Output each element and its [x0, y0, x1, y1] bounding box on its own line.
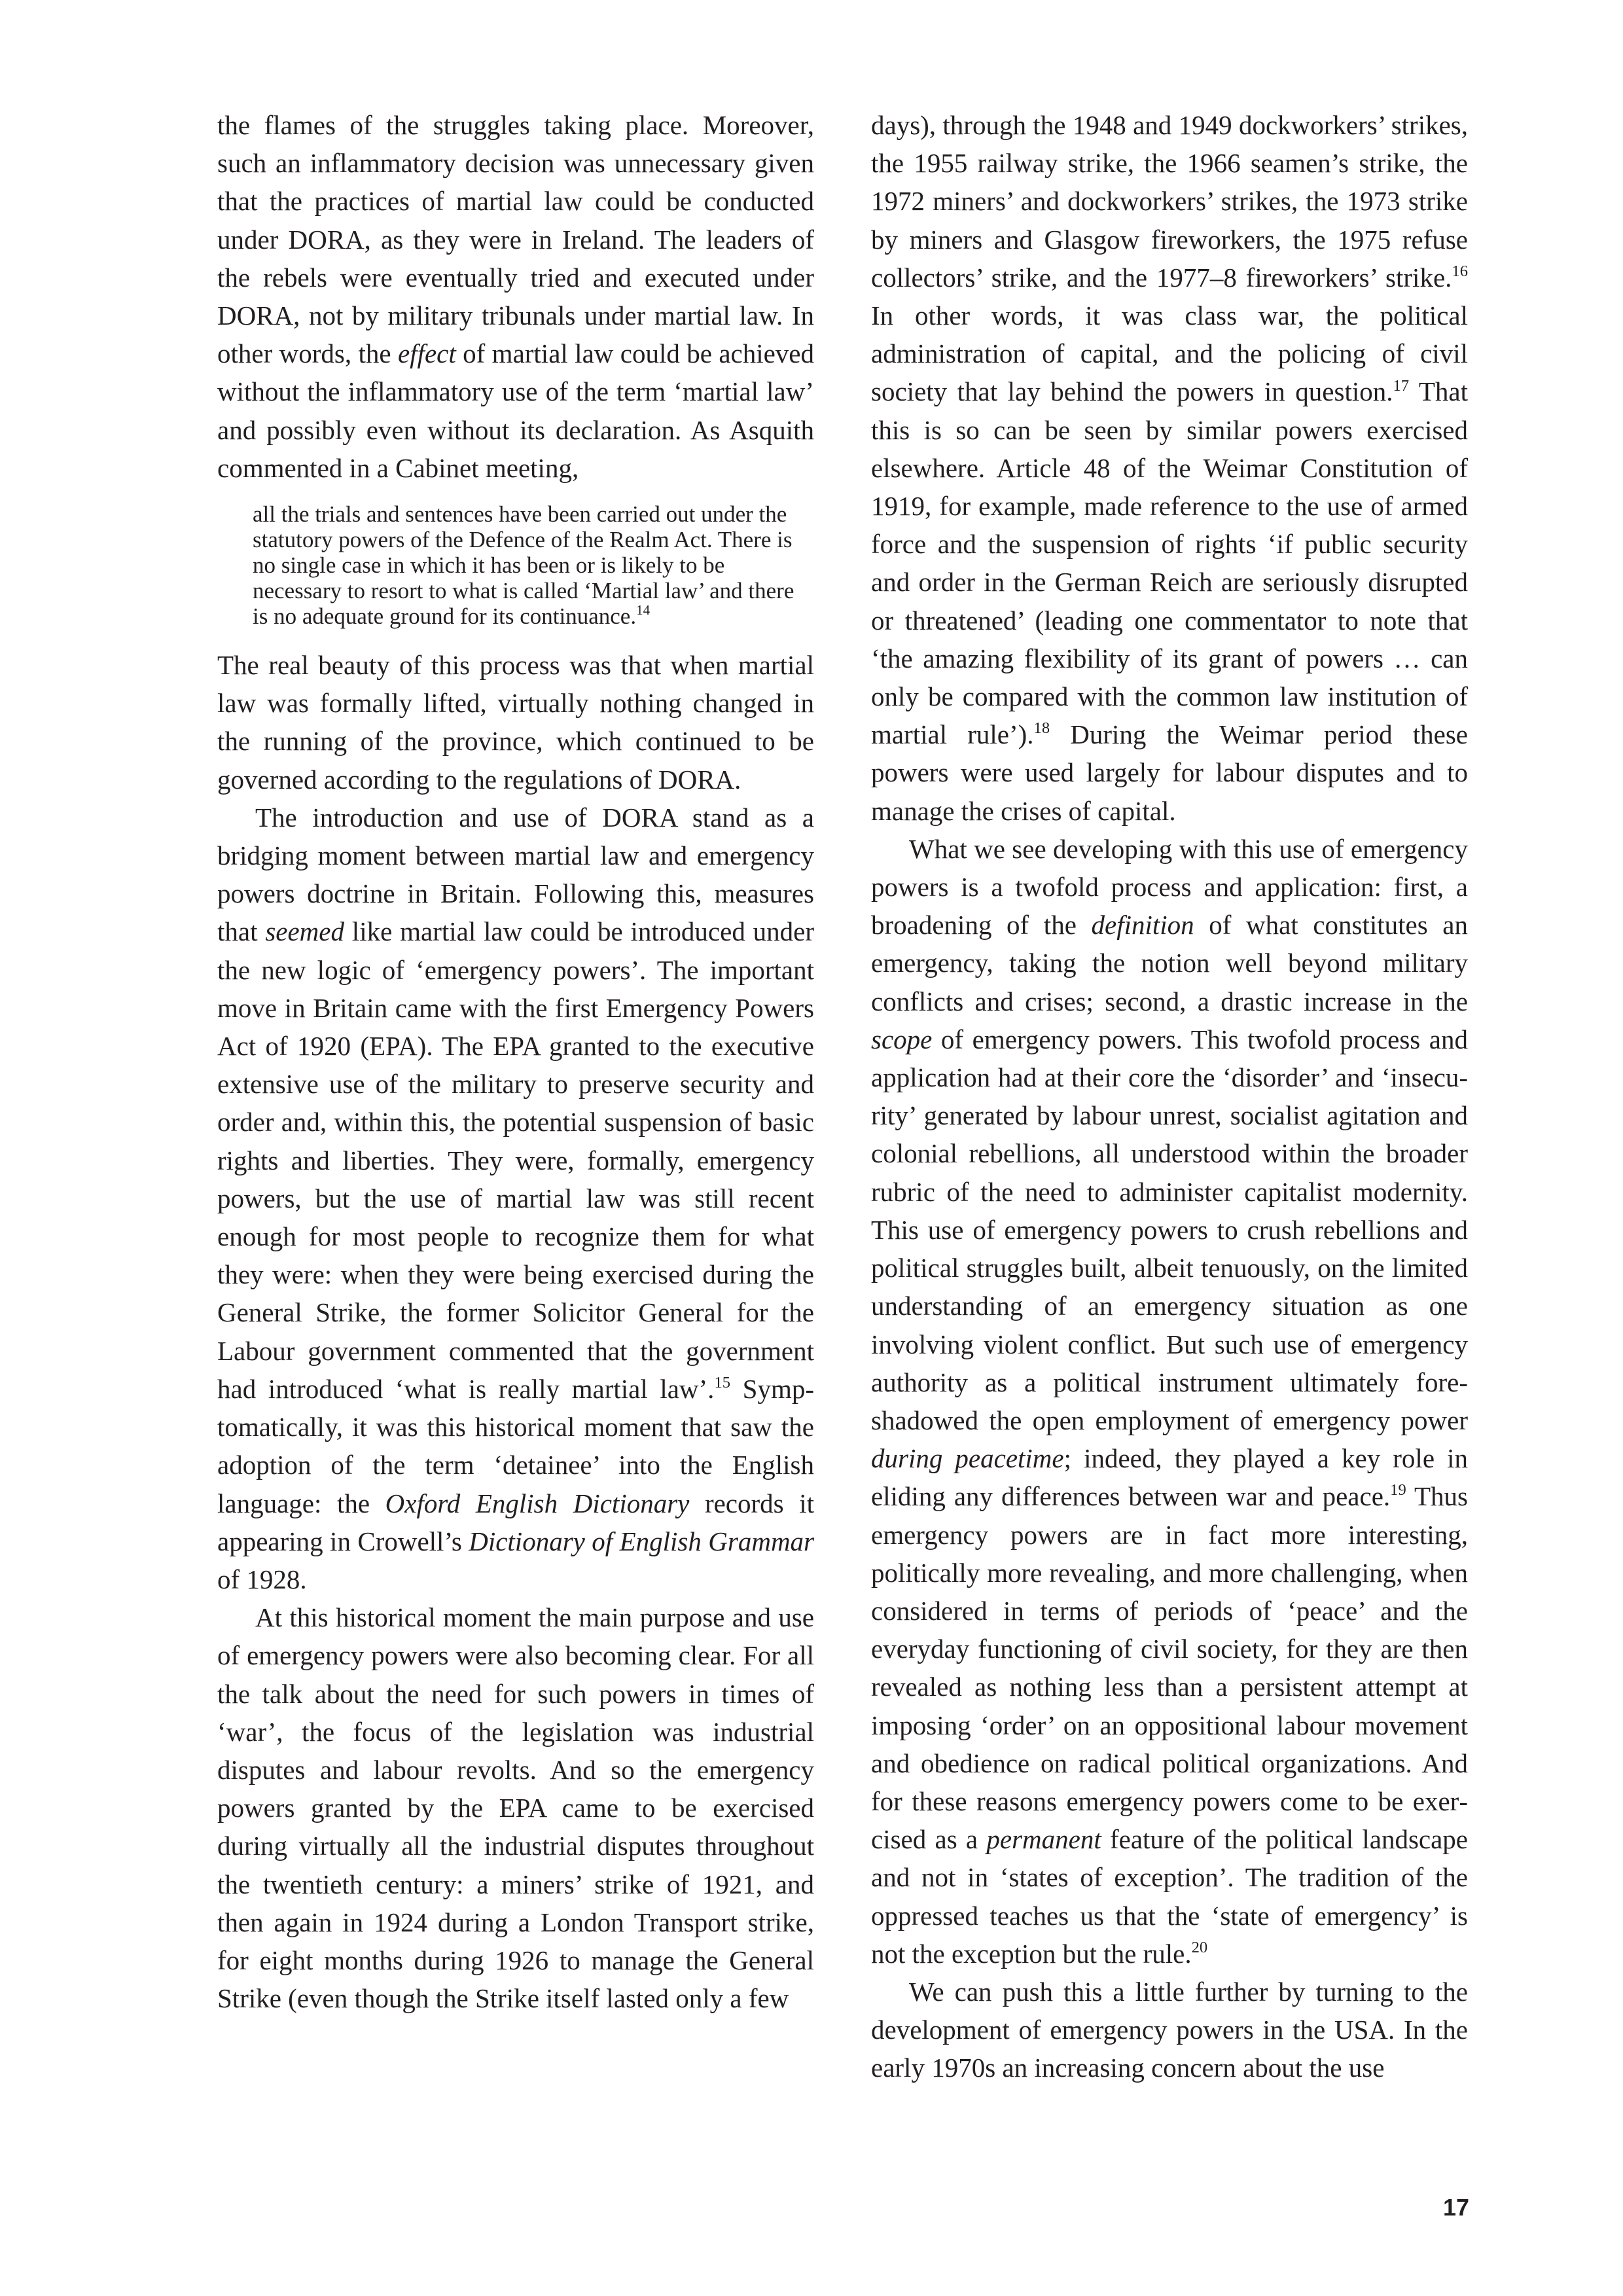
book-title: Dictionary of English Grammar	[469, 1526, 815, 1556]
book-title: Oxford English Dictionary	[385, 1488, 690, 1518]
emphasis: effect	[397, 338, 456, 369]
paragraph: the flames of the struggles taking place. Moreover, such an inflammatory decision was unnecessary given that the practices of martial law could be conducted under DORA, as they were in Ireland. The leaders of the rebels were eventually tried and executed under DORA, not by military tribunals under martial law. In other words, the effect of martial law could be achieved without the inflammatory use of the term ‘martial law’ and possibly even without its declaration. As Asquith commented in a Cabinet meeting,	[217, 110, 814, 483]
emphasis: scope	[871, 1024, 933, 1054]
paragraph: At this historical moment the main purpose and use of emergency powers were also becoming clear. For all the talk about the need for such powers in times of ‘war’, the focus of the legislation was industrial disputes and labour revolts. And so the emergency powers granted by the EPA came to be exercised during virtually all the industrial disputes throughout the twentieth century: a miners’ strike of 1921, and then again in 1924 during a London Transport strike, for eight months during 1926 to manage the General Strike (even though the Strike itself lasted only a few	[217, 1602, 814, 2014]
emphasis: definition	[1091, 910, 1194, 941]
left-column	[217, 106, 814, 2017]
paragraph: The real beauty of this process was that when martial law was formally lifted, virtually nothing changed in the running of the province, which continued to be governed according to the regulations of DORA.	[217, 650, 814, 795]
emphasis: during peacetime	[871, 1443, 1064, 1474]
page-number: 17	[1443, 2194, 1470, 2221]
footnote-ref[interactable]: 18	[1033, 719, 1050, 738]
paragraph: What we see developing with this use of emergency powers is a twofold process and application: first, a broadening of the definition of what constitutes an emergency, taking the notion well beyond military conflicts and crises; second, a drastic increase in the scope of emergency powers. This twofold process and application had at their core the ‘disorder’ and ‘insecurity’ generated by labour unrest, socialist agitation and colonial rebellions, all understood within the broader rubric of the need to administer capitalist modernity. This use of emergency powers to crush rebellions and political struggles built, albeit tenuously, on the limited understanding of an emergency situation as one involving violent conflict. But such use of emergency authority as a political instrument ultimately foreshadowed the open employment of emergency power during peacetime; indeed, they played a key role in eliding any differences between war and peace.$^{19}$ Thus emergency powers are in fact more interesting, politically more revealing, and more challenging, when considered in terms of periods of ‘peace’ and the everyday functioning of civil society, for they are then revealed as nothing less than a persistent attempt at imposing ‘order’ on an oppositional labour movement and obedience on radical political organizations. And for these reasons emergency powers come to be exercised as a permanent feature of the political landscape and not in ‘states of exception’. The tradition of the oppressed teaches us that the ‘state of emergency’ is not the exception but the rule.$^{20}$	[871, 833, 1469, 1969]
emphasis: seemed	[265, 916, 344, 947]
block-quote: all the trials and sentences have been carried out under the statutory powers of the Defence of the Realm Act. There is no single case in which it has been or is likely to be necessary to resort to what is called ‘Martial law’ and there is no adequate ground for its continuance.$^{14}$	[253, 501, 794, 630]
right-column	[871, 106, 1468, 2087]
footnote-ref[interactable]: 15	[714, 1374, 731, 1392]
footnote-ref[interactable]: 14	[636, 602, 651, 619]
footnote-ref[interactable]: 19	[1390, 1481, 1406, 1499]
paragraph: We can push this a little further by turning to the development of emergency powers in the USA. In the early 1970s an increasing concern about the use	[871, 1976, 1468, 2083]
paragraph: The introduction and use of DORA stand as a bridging moment between martial law and emergency powers doctrine in Britain. Following this, measures that seemed like martial law could be introduced under the new logic of ‘emergency powers’. The important move in Britain came with the first Emergency Powers Act of 1920 (EPA). The EPA granted to the executive extensive use of the military to preserve security and order and, within this, the potential suspension of basic rights and liberties. They were, formally, emergency powers, but the use of martial law was still recent enough for most people to recognize them for what they were: when they were being exercised during the General Strike, the former Solicitor General for the Labour government commented that the government had introduced ‘what is really martial law’.$^{15}$ Symptomatically, it was this historical moment that saw the adoption of the term ‘detainee’ into the English language: the Oxford English Dictionary records it appearing in Crowell’s Dictionary of English Grammar of 1928.	[217, 802, 815, 1594]
footnote-ref[interactable]: 16	[1452, 262, 1468, 280]
emphasis: permanent	[986, 1824, 1101, 1855]
footnote-ref[interactable]: 20	[1191, 1938, 1208, 1956]
paragraph: days), through the 1948 and 1949 dockworkers’ strikes, the 1955 railway strike, the 1966 seamen’s strike, the 1972 miners’ and dockworkers’ strikes, the 1973 strike by miners and Glasgow fireworkers, the 1975 refuse collectors’ strike, and the 1977–8 fireworkers’ strike.$^{16}$ In other words, it was class war, the political administration of capital, and the policing of civil society that lay behind the powers in question.$^{17}$ That this is so can be seen by similar powers exercised elsewhere. Article 48 of the Weimar Constitution of 1919, for example, made reference to the use of armed force and the suspension of rights ‘if public security and order in the German Reich are seriously disrupted or threatened’ (leading one commentator to note that ‘the amazing flexibility of its grant of powers … can only be compared with the common law institution of martial rule’).$^{18}$ During the Weimar period these powers were used largely for labour disputes and to manage the crises of capital.	[871, 110, 1468, 826]
footnote-ref[interactable]: 17	[1393, 376, 1410, 395]
